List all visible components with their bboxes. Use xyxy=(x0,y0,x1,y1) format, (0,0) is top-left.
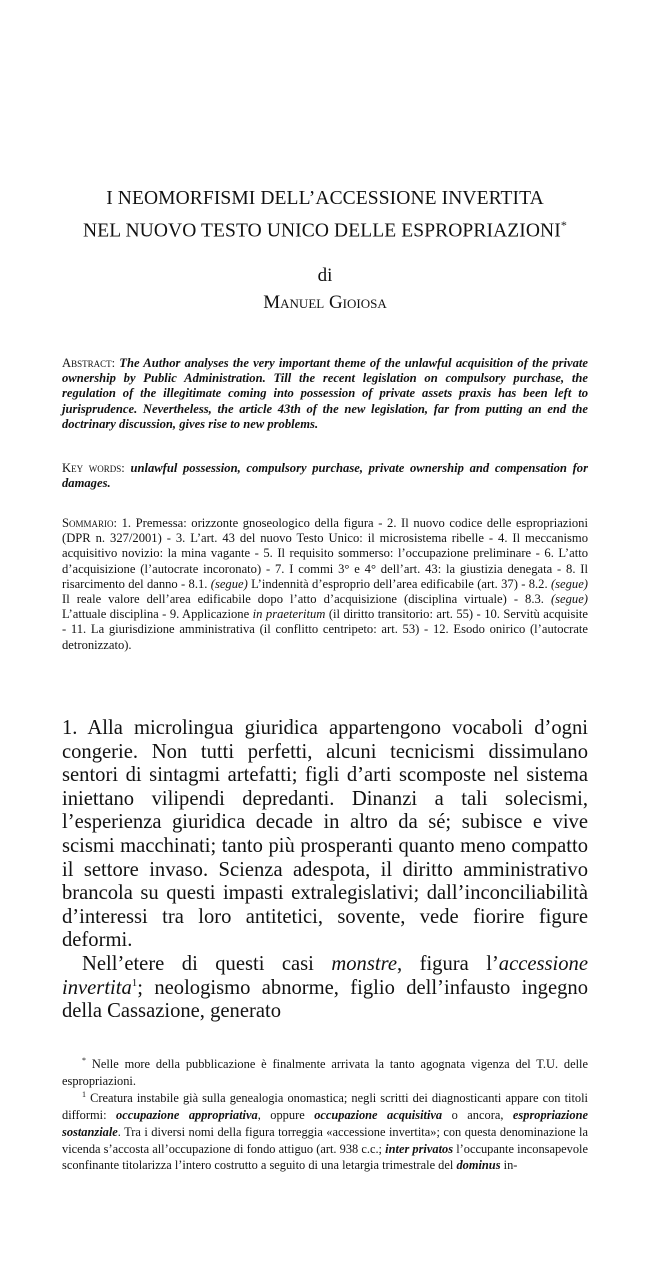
abstract-label: Abstract: xyxy=(62,356,116,370)
footnote-1-marker: 1 xyxy=(82,1089,86,1099)
summary-segue-1: (segue) xyxy=(210,576,248,591)
summary-text-2: L’indennità d’esproprio dell’area edificabile (art. 37) - 8.2. xyxy=(251,576,548,591)
italic-monstre: monstre xyxy=(331,952,397,975)
summary-text-3: Il reale valore dell’area edificabile dopo l’atto d’acquisizione (disciplina virtuale) - 8.3. xyxy=(62,592,544,607)
title-line-2: NEL NUOVO TESTO UNICO DELLE ESPROPRIAZIONI* xyxy=(83,218,567,242)
title-line-1: I NEOMORFISMI DELL’ACCESSIONE INVERTITA xyxy=(106,188,544,209)
keywords-text: unlawful possession, compulsory purchase, private ownership and compensation for damages. xyxy=(62,461,588,491)
keywords-label: Key words: xyxy=(62,461,125,475)
author-name: Manuel Gioiosa xyxy=(263,292,387,313)
footnote-star: * Nelle more della pubblicazione è finalmente arrivata la tanto agognata vigenza del T.U. delle espropriazioni. xyxy=(62,1055,589,1088)
summary xyxy=(62,516,588,653)
summary-text-4: L’attuale disciplina - 9. Applicazione xyxy=(62,607,250,622)
summary-segue-2: (segue) xyxy=(550,576,588,591)
article-title xyxy=(40,186,610,245)
title-footnote-marker: * xyxy=(560,218,567,232)
footnote-star-marker: * xyxy=(82,1055,86,1065)
byline: di xyxy=(317,265,333,286)
summary-text-1: 1. Premessa: orizzonte gnoseologico della figura - 2. Il nuovo codice delle espropriazioni (DPR n. 327/2001) - 3. L’art. 43 del nuovo Testo Unico: il microsistema ribelle - 4. Il meccanismo acquisitivo novizio: la mina vagante - 5. Il requisito sommerso: l’occupazione preliminare - 6. L’atto d’acquisizione (l’autocrate incoronato) - 7. I commi 3° e 4° dell’art. 43: la giustizia denegata - 8. Il risarcimento del danno - 8.1. xyxy=(62,516,588,591)
summary-label: Sommario: xyxy=(62,516,118,530)
footnotes xyxy=(62,1056,588,1174)
footnote-ref-1[interactable]: 1 xyxy=(131,976,138,989)
summary-segue-3: (segue) xyxy=(550,592,588,607)
body-text xyxy=(62,717,588,1024)
keywords xyxy=(62,461,588,491)
abstract-text: The Author analyses the very important theme of the unlawful acquisition of the private ownership by Public Administration. Till the recent legislation on compulsory purchase, the regulation of the illegitimate coming into possession of private assets praxis has been left to jurisprudence. Nevertheless, the article 43th of the new legislation, far from putting an end the doctrinary discussion, gives rise to new problems. xyxy=(62,356,589,431)
summary-text-5: (il diritto transitorio: art. 55) - 10. Servitù acquisite - 11. La giurisdizione amministrativa (il conflitto centripeto: art. 53) - 12. Esodo onirico (l’autocrate detronizzato). xyxy=(62,607,588,652)
italic-accessione-invertita: accessione invertita xyxy=(62,952,588,999)
paragraph-2: Nell’etere di questi casi monstre, figura l’accessione invertita$^1$; neologismo abnorme, figlio dell’infausto ingegno della Cassazione, generato xyxy=(62,952,588,1023)
summary-italic-praeteritum: in praeteritum xyxy=(252,607,326,622)
footnote-1: $^1$ Creatura instabile già sulla genealogia onomastica; negli scritti dei diagnosticanti appare con titoli difformi: occupazione appropriativa, oppure occupazione acquisitiva o ancora, espropriazione sostanziale. Tra i diversi nomi della figura torreggia «accessione invertita»; con questa denominazione la vicenda s’accosta all’occupazione di fondo attiguo (art. 938 c.c.; inter privatos l’occupante inconsapevole sconfinante titolarizza l’intero costrutto a seguito di una letargia trimestrale del dominus in- xyxy=(62,1089,589,1173)
paragraph-1: 1. Alla microlingua giuridica appartengono vocaboli d’ogni congerie. Non tutti perfetti, alcuni tecnicismi dissimulano sentori di sintagmi artefatti; figli d’arti scomposte nel sistema iniettano vilipendi depredanti. Dinanzi a tali solecismi, l’esperienza giuridica decade in altro da sé; subisce e vive scismi macchinati; tanto più prosperanti quanto meno compatto il settore invaso. Scienza adespota, il diritto amministrativo brancola su questi impasti extralegislativi; dall’inconciliabilità d’interessi tra loro antitetici, sovente, vede fiorire figure deformi. xyxy=(62,717,588,952)
abstract xyxy=(62,356,588,432)
